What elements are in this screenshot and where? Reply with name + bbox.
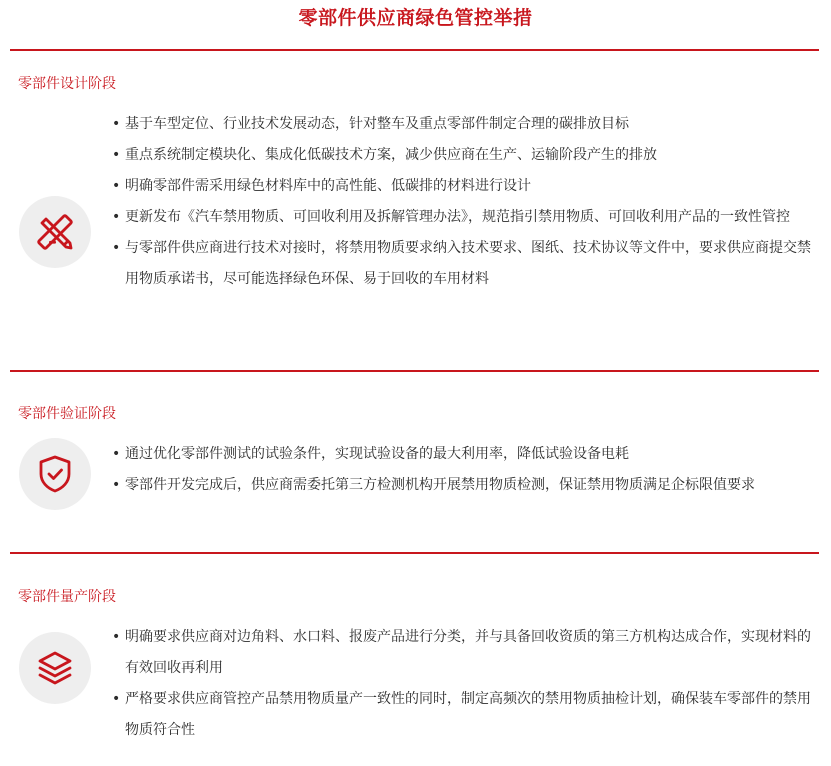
list-item: • 明确零部件需采用绿色材料库中的高性能、低碳排的材料进行设计 <box>112 171 824 202</box>
design-bullet-list <box>112 109 824 295</box>
section-heading-design: 零部件设计阶段 <box>18 76 116 92</box>
list-item: • 更新发布《汽车禁用物质、可回收利用及拆解管理办法》，规范指引禁用物质、可回收利用产品的一致性管控 <box>112 202 824 233</box>
list-item: • 通过优化零部件测试的试验条件，实现试验设备的最大利用率，降低试验设备电耗 <box>112 439 824 470</box>
production-icon-circle <box>19 632 91 704</box>
list-item: • 严格要求供应商管控产品禁用物质量产一致性的同时，制定高频次的禁用物质抽检计划，确保装车零部件的禁用物质符合性 <box>112 684 824 746</box>
design-icon-circle <box>19 196 91 268</box>
section-heading-production: 零部件量产阶段 <box>18 589 116 605</box>
validation-bullet-list <box>112 439 824 501</box>
section-heading-validation: 零部件验证阶段 <box>18 406 116 422</box>
list-item: • 零部件开发完成后，供应商需委托第三方检测机构开展禁用物质检测，保证禁用物质满足企标限值要求 <box>112 470 824 501</box>
section-divider <box>10 552 819 554</box>
pencil-ruler-icon <box>33 210 77 254</box>
list-item: • 明确要求供应商对边角料、水口料、报废产品进行分类，并与具备回收资质的第三方机构达成合作，实现材料的有效回收再利用 <box>112 622 824 684</box>
validation-icon-circle <box>19 438 91 510</box>
list-item: • 重点系统制定模块化、集成化低碳技术方案，减少供应商在生产、运输阶段产生的排放 <box>112 140 824 171</box>
section-divider <box>10 370 819 372</box>
page-title: 零部件供应商绿色管控举措 <box>298 7 533 29</box>
layers-icon <box>33 646 77 690</box>
list-item: • 与零部件供应商进行技术对接时，将禁用物质要求纳入技术要求、图纸、技术协议等文件中，要求供应商提交禁用物质承诺书，尽可能选择绿色环保、易于回收的车用材料 <box>112 233 824 295</box>
title-divider <box>10 49 819 51</box>
shield-check-icon <box>33 452 77 496</box>
list-item: • 基于车型定位、行业技术发展动态，针对整车及重点零部件制定合理的碳排放目标 <box>112 109 824 140</box>
production-bullet-list <box>112 622 824 746</box>
